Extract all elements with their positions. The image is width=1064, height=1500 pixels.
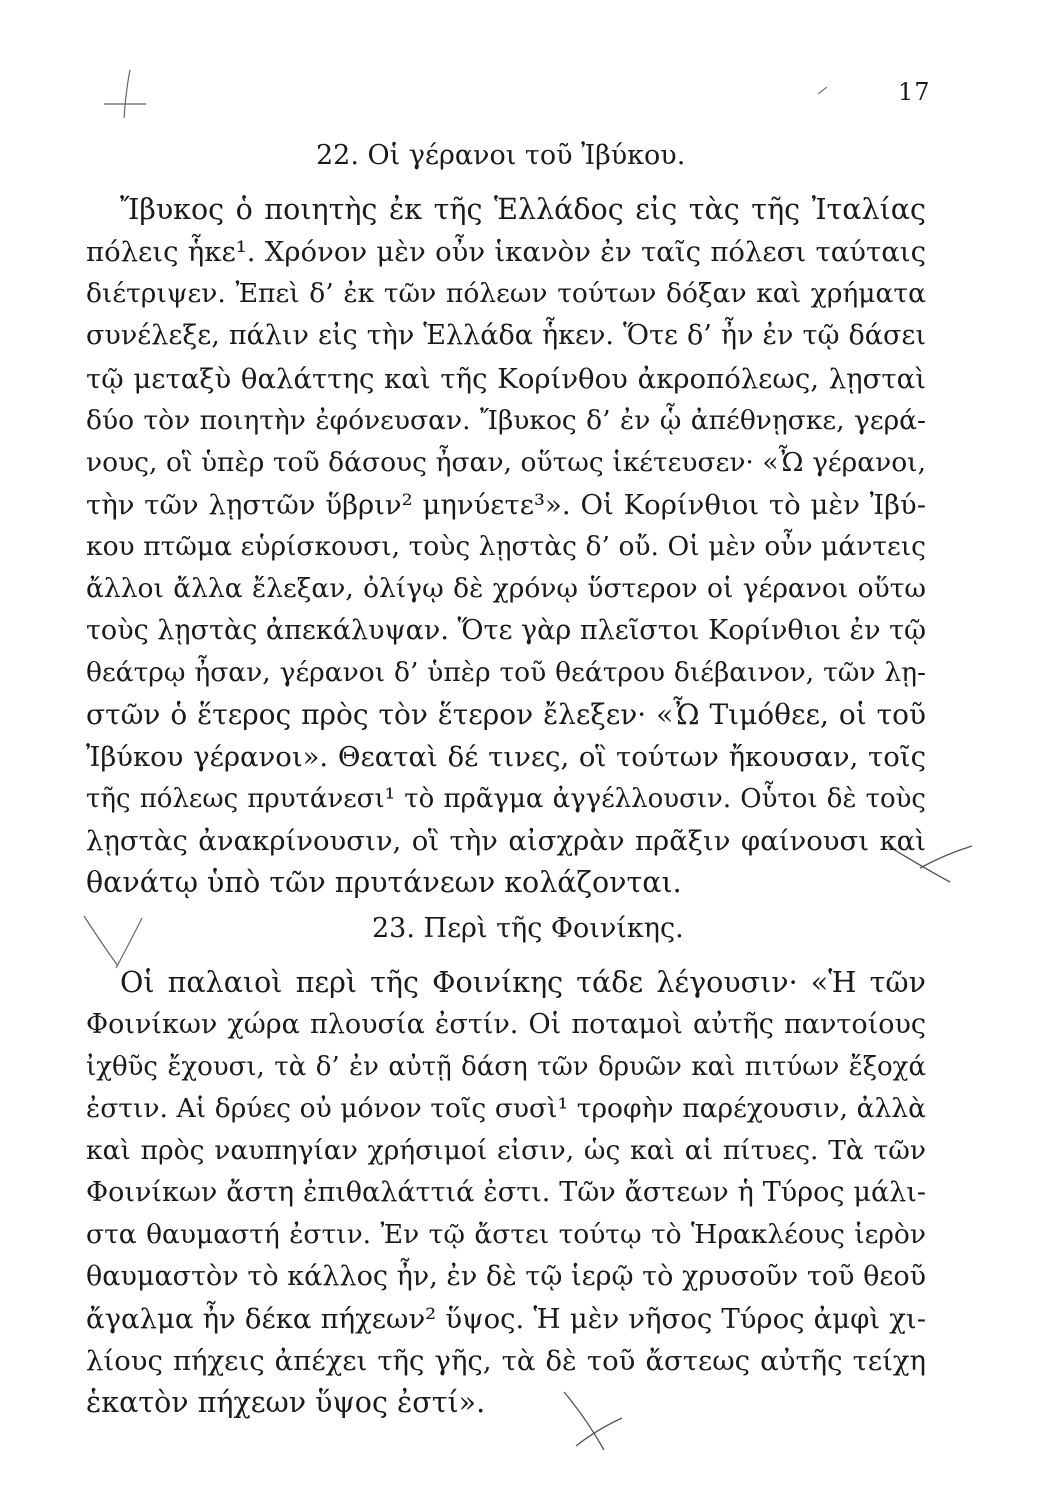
page-number: 17 [898,78,931,106]
text-line: διέτριψεν. Ἐπεὶ δ’ ἐκ τῶν πόλεων τούτων δόξαν καὶ χρήματα [86,278,926,309]
pencil-tick-mark-top [816,84,830,96]
text-line: ἐστιν. Αἱ δρύες οὐ μόνον τοῖς συσὶ¹ τροφὴν παρέχουσιν, ἀλλὰ [86,1093,926,1124]
text-line: ἄγαλμα ἦν δέκα πήχεων² ὕψος. Ἡ μὲν νῆσος Τύρος ἀμφὶ χι- [86,1303,926,1335]
text-line: στῶν ὁ ἕτερος πρὸς τὸν ἕτερον ἔλεξεν· «Ὦ Τιμόθεε, οἱ τοῦ [86,698,926,731]
text-line: ἰχθῦς ἔχουσι, τὰ δ’ ἐν αὐτῇ δάση τῶν δρυῶν καὶ πιτύων ἔξοχά [86,1052,926,1082]
text-line: δύο τὸν ποιητὴν ἐφόνευσαν. Ἴβυκος δ’ ἐν ᾧ ἀπέθνῃσκε, γερά- [86,405,926,436]
text-line: Ἰβύκου γέρανοι». Θεαταὶ δέ τινες, οἳ τούτων ἤκουσαν, τοῖς [86,741,926,773]
text-line: συνέλεξε, πάλιν εἰς τὴν Ἑλλάδα ἧκεν. Ὅτε δ’ ἦν ἐν τῷ δάσει [86,320,926,351]
text-line: καὶ πρὸς ναυπηγίαν χρήσιμοί εἰσιν, ὡς καὶ αἱ πίτυες. Τὰ τῶν [86,1135,926,1166]
text-line: τὴν τῶν λῃστῶν ὕβριν² μηνύετε³». Οἱ Κορίνθιοι τὸ μὲν Ἰβύ- [86,489,926,521]
text-line: πόλεις ἧκε¹. Χρόνον μὲν οὖν ἱκανὸν ἐν ταῖς πόλεσι ταύταις [86,236,926,268]
section-title-22: 22. Οἱ γέρανοι τοῦ Ἰβύκου. [316,140,686,171]
text-line: στα θαυμαστή ἐστιν. Ἐν τῷ ἄστει τούτῳ τὸ Ἡρακλέους ἱερὸν [86,1219,926,1250]
section-title-23: 23. Περὶ τῆς Φοινίκης. [372,913,684,944]
text-line: λῃστὰς ἀνακρίνουσιν, οἳ τὴν αἰσχρὰν πρᾶξιν φαίνουσι καὶ [86,825,926,857]
text-line: τῷ μεταξὺ θαλάττης καὶ τῆς Κορίνθου ἀκροπόλεως, λῃσταὶ [86,363,926,395]
text-line: λίους πήχεις ἀπέχει τῆς γῆς, τὰ δὲ τοῦ ἄστεως αὐτῆς τείχη [86,1345,926,1377]
text-line: Φοινίκων ἄστη ἐπιθαλάττιά ἐστι. Τῶν ἄστεων ἡ Τύρος μάλι- [86,1177,926,1208]
text-line: θανάτῳ ὑπὸ τῶν πρυτάνεων κολάζονται. [86,866,682,899]
text-line: τοὺς λῃστὰς ἀπεκάλυψαν. Ὅτε γὰρ πλεῖστοι Κορίνθιοι ἐν τῷ [86,615,927,646]
text-line: θεάτρῳ ἦσαν, γέρανοι δ’ ὑπὲρ τοῦ θεάτρου διέβαινον, τῶν λῃ- [86,657,926,688]
text-line: ἄλλοι ἄλλα ἔλεξαν, ὀλίγῳ δὲ χρόνῳ ὕστερον οἱ γέρανοι οὕτω [86,573,926,604]
text-line: τῆς πόλεως πρυτάνεσι¹ τὸ πρᾶγμα ἀγγέλλουσιν. Οὗτοι δὲ τοὺς [86,784,926,814]
text-line: Ἴβυκος ὁ ποιητὴς ἐκ τῆς Ἑλλάδος εἰς τὰς τῆς Ἰταλίας [120,193,926,226]
text-line: Οἱ παλαιοὶ περὶ τῆς Φοινίκης τάδε λέγουσιν· «Ἡ τῶν [120,966,926,999]
text-line: Φοινίκων χώρα πλουσία ἐστίν. Οἱ ποταμοὶ αὐτῆς παντοίους [86,1009,926,1040]
text-line: θαυμαστὸν τὸ κάλλος ἦν, ἐν δὲ τῷ ἱερῷ τὸ χρυσοῦν τοῦ θεοῦ [86,1261,926,1292]
text-line: ἑκατὸν πήχεων ὕψος ἐστί». [86,1386,486,1419]
text-line: κου πτῶμα εὑρίσκουσι, τοὺς λῃστὰς δ’ οὔ. Οἱ μὲν οὖν μάντεις [86,531,926,562]
pencil-cross-mark-top-left [96,66,156,122]
text-line: νους, οἳ ὑπὲρ τοῦ δάσους ἦσαν, οὕτως ἱκέτευσεν· «Ὦ γέρανοι, [86,447,926,478]
